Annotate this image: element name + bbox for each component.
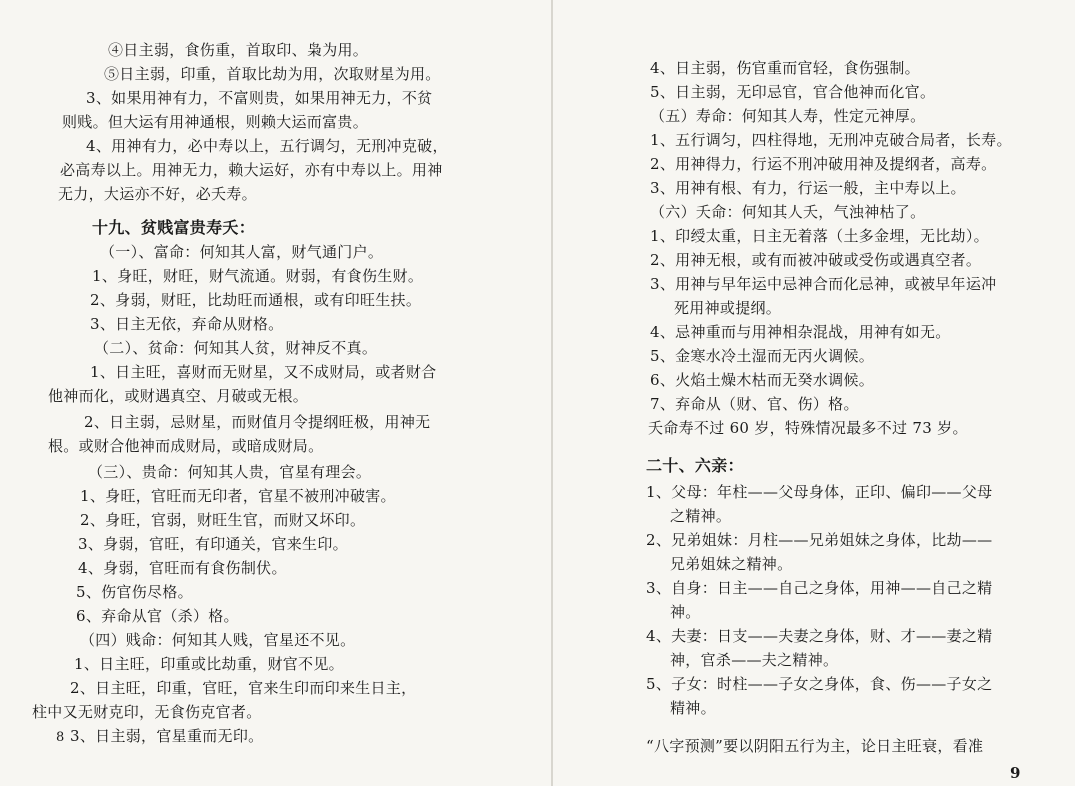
text-line: 4、日主弱，伤官重而官轻，食伤强制。 [650, 59, 920, 77]
text-line: 必高寿以上。用神无力，赖大运好，亦有中寿以上。用神 [60, 161, 443, 179]
page-number: 9 [1010, 764, 1021, 782]
text-line: 3、身弱，官旺，有印通关，官来生印。 [78, 535, 348, 553]
text-line: 夭命寿不过 60 岁，特殊情况最多不过 73 岁。 [648, 419, 968, 437]
text-line: 3、日主弱，官星重而无印。 [70, 727, 264, 745]
text-line: 柱中又无财克印，无食伤克官者。 [32, 703, 262, 721]
text-line: ⑤日主弱，印重，首取比劫为用，次取财星为用。 [104, 65, 441, 83]
text-line: 精神。 [670, 699, 716, 717]
text-line: 1、日主旺，印重或比劫重，财官不见。 [74, 655, 344, 673]
text-line: 之精神。 [670, 507, 732, 525]
text-line: 5、日主弱，无印忌官，官合他神而化官。 [650, 83, 936, 101]
text-line: 6、弃命从官（杀）格。 [76, 607, 239, 625]
text-line: 2、兄弟姐妹：月柱——兄弟姐妹之身体，比劫—— [646, 531, 993, 549]
section-heading: 二十、六亲： [646, 456, 744, 475]
text-line: 根。或财合他神而成财局，或暗成财局。 [48, 437, 324, 455]
text-line: 7、弃命从（财、官、伤）格。 [650, 395, 859, 413]
text-line: 2、用神无根，或有而被冲破或受伤或遇真空者。 [650, 251, 982, 269]
text-line: 2、日主弱，忌财星，而财值月令提纲旺极，用神无 [84, 413, 431, 431]
text-line: 1、父母：年柱——父母身体，正印、偏印——父母 [646, 483, 993, 501]
text-line: “八字预测”要以阴阳五行为主，论日主旺衰，看准 [646, 737, 984, 755]
text-line: 5、伤官伤尽格。 [76, 583, 193, 601]
text-line: 无力，大运亦不好，必夭寿。 [58, 185, 257, 203]
section-heading: 十九、贫贱富贵寿夭： [92, 218, 256, 237]
text-line: 兄弟姐妹之精神。 [670, 555, 793, 573]
page-number: 8 [56, 730, 65, 745]
text-line: （五）寿命：何知其人寿，性定元神厚。 [650, 107, 926, 125]
text-line: 死用神或提纲。 [674, 299, 782, 317]
text-line: 则贱。但大运有用神通根，则赖大运而富贵。 [62, 113, 369, 131]
text-line: 5、金寒水冷土湿而无丙火调候。 [650, 347, 875, 365]
text-line: 2、身弱，财旺，比劫旺而通根，或有印旺生扶。 [90, 291, 422, 309]
text-line: （六）夭命：何知其人夭，气浊神枯了。 [650, 203, 926, 221]
text-line: 3、如果用神有力，不富则贵，如果用神无力，不贫 [86, 89, 433, 107]
text-line: （三）、贵命：何知其人贵，官星有理会。 [88, 463, 372, 481]
text-line: 2、用神得力，行运不刑冲破用神及提纲者，高寿。 [650, 155, 997, 173]
text-line: （四）贱命：何知其人贱，官星还不见。 [80, 631, 356, 649]
right-page [553, 0, 1075, 786]
text-line: 他神而化，或财遇真空、月破或无根。 [48, 387, 309, 405]
text-line: 2、日主旺，印重，官旺，官来生印而印来生日主， [70, 679, 417, 697]
text-line: 1、五行调匀，四柱得地，无刑冲克破合局者，长寿。 [650, 131, 1012, 149]
text-line: 神。 [670, 603, 701, 621]
text-line: （一）、富命：何知其人富，财气通门户。 [100, 243, 384, 261]
text-line: 1、印绶太重，日主无着落（土多金埋，无比劫）。 [650, 227, 989, 245]
text-line: ④日主弱，食伤重，首取印、枭为用。 [108, 41, 369, 59]
text-line: 3、自身：日主——自己之身体，用神——自己之精 [646, 579, 993, 597]
text-line: 5、子女：时柱——子女之身体，食、伤——子女之 [646, 675, 993, 693]
text-line: 4、身弱，官旺而有食伤制伏。 [78, 559, 287, 577]
text-line: 4、忌神重而与用神相杂混战，用神有如无。 [650, 323, 951, 341]
text-line: （二）、贫命：何知其人贫，财神反不真。 [94, 339, 378, 357]
text-line: 3、用神有根、有力，行运一般，主中寿以上。 [650, 179, 966, 197]
text-line: 1、身旺，官旺而无印者，官星不被刑冲破害。 [80, 487, 396, 505]
text-line: 1、身旺，财旺，财气流通。财弱，有食伤生财。 [92, 267, 424, 285]
text-line: 2、身旺，官弱，财旺生官，而财又坏印。 [80, 511, 366, 529]
text-line: 4、夫妻：日支——夫妻之身体，财、才——妻之精 [646, 627, 993, 645]
text-line: 4、用神有力，必中寿以上，五行调匀，无刑冲克破， [86, 137, 448, 155]
text-line: 1、日主旺，喜财而无财星，又不成财局，或者财合 [90, 363, 437, 381]
text-line: 3、日主无依，弃命从财格。 [90, 315, 284, 333]
text-line: 3、用神与早年运中忌神合而化忌神，或被早年运冲 [650, 275, 997, 293]
text-line: 神，官杀——夫之精神。 [670, 651, 839, 669]
text-line: 6、火焰土燥木枯而无癸水调候。 [650, 371, 875, 389]
